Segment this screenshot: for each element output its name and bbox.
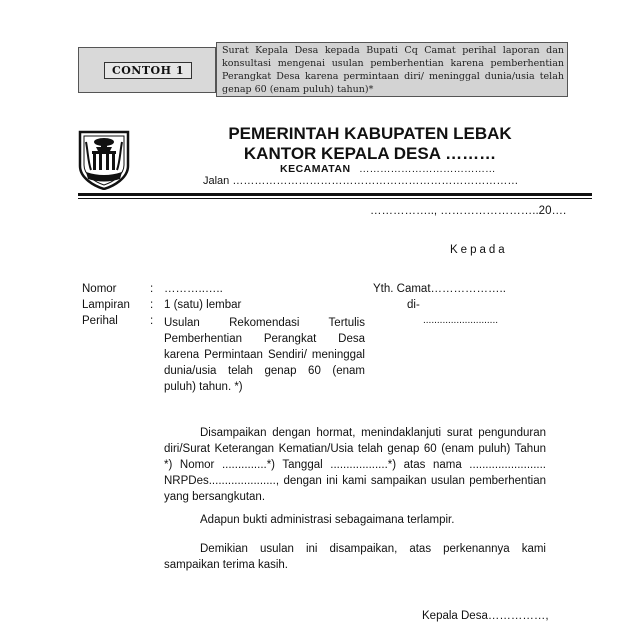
perihal-value: Usulan Rekomendasi Tertulis Pemberhentian Perangkat Desa karena Permintaan Sendiri/ meninggal dunia/usia telah genap 60 (enam puluh) tahun. *) [164, 317, 365, 393]
lampiran-label: Lampiran [82, 299, 130, 311]
letterhead-office: KANTOR KEPALA DESA ……… [243, 144, 497, 163]
regency-emblem-logo [74, 128, 134, 190]
example-label: CONTOH 1 [104, 62, 192, 79]
letterhead-government: PEMERINTAH KABUPATEN LEBAK [228, 124, 512, 143]
body-paragraph-3: Demikian usulan ini disampaikan, atas perkenannya kami sampaikan terima kasih. [164, 543, 546, 571]
nomor-label: Nomor [82, 283, 117, 295]
letterhead-kecamatan-label: KECAMATAN [280, 163, 351, 175]
lampiran-colon: : [150, 299, 154, 311]
letterhead-kecamatan-blank: ………………………………… [359, 163, 496, 175]
lampiran-value: 1 (satu) lembar [164, 299, 242, 311]
recipient-place: ........................... [423, 315, 499, 326]
recipient-di: di- [407, 299, 420, 311]
body-paragraph-1: Disampaikan dengan hormat, menindaklanjuti surat pengunduran diri/Surat Keterangan Kematian/Usia telah genap 60 (enam puluh) Tahun *) Nomor ..............*) Tanggal ..................*) atas nama ........................ NRPDes....................., dengan ini kami sampaikan usulan pemberhentian yang bersangkutan. [164, 427, 546, 503]
letterhead-address: Jalan …………………………………………………………………… [203, 175, 519, 187]
nomor-colon: : [150, 283, 154, 295]
letterhead-divider-thin [78, 198, 592, 199]
letterhead-divider-thick [78, 193, 592, 196]
nomor-value: ………..….. [164, 283, 223, 295]
body-paragraph-2: Adapun bukti administrasi sebagaimana terlampir. [200, 514, 455, 526]
signature-title: Kepala Desa……………, [422, 610, 549, 622]
recipient-line: Yth. Camat……………….. [373, 283, 506, 295]
date-line: …………….., ……………………..20…. [370, 205, 567, 217]
kepada-heading: Kepada [450, 244, 508, 256]
note-text: Surat Kepala Desa kepada Bupati Cq Camat perihal laporan dan konsultasi mengenai usulan pemberhentian karena pemberhentian Perangkat Desa karena permintaan diri/ meninggal dunia/usia telah genap 60 (enam puluh) tahun)* [222, 45, 564, 95]
perihal-label: Perihal [82, 315, 118, 327]
perihal-colon: : [150, 315, 154, 327]
